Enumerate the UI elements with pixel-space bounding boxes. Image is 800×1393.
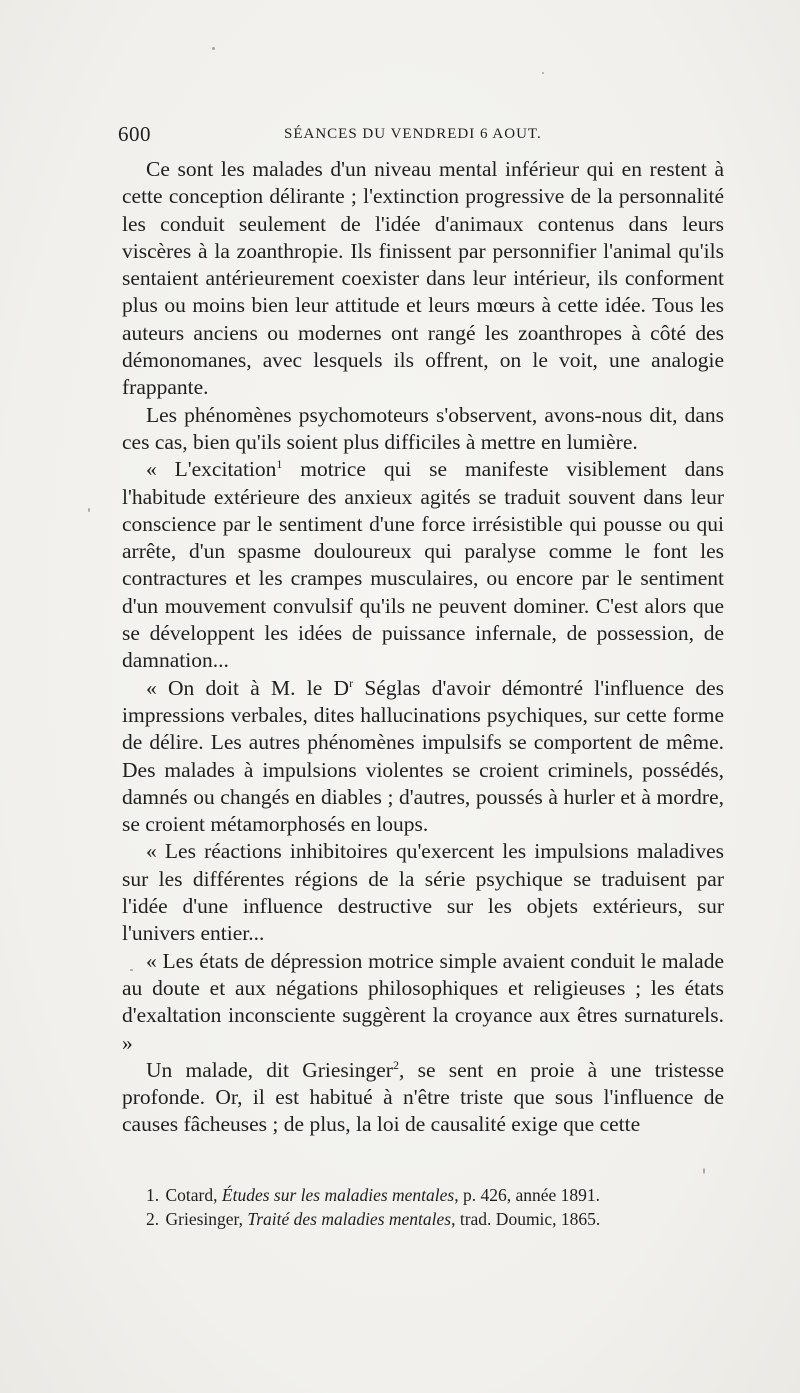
paper-speck [88, 508, 90, 512]
paragraph-3-start: « L'excitation [146, 457, 277, 482]
footnote-1-details: , p. 426, année 1891. [454, 1185, 601, 1205]
paragraph-7-start: Un malade, dit Griesinger [146, 1057, 393, 1082]
paragraph-6: « Les états de dépression motrice simple avaient conduit le malade au doute et aux négations philosophiques et religieuses ; les états d'exaltation inconsciente suggèrent la croyance aux êtres surnaturels. » [122, 948, 724, 1055]
paragraph-1: Ce sont les malades d'un niveau mental inférieur qui en restent à cette conception délirante ; l'extinction progressive de la personnalité les conduit seulement de l'idée d'animaux contenus dans leurs viscères à la zoanthropie. Ils finissent par personnifier l'animal qu'ils sentaient antérieurement coexister dans leur intérieur, ils conforment plus ou moins bien leur attitude et leurs mœurs à cette idée. Tous les auteurs anciens ou modernes ont rangé les zoanthropes à côté des démonomanes, avec lesquels ils offrent, on le voit, une analogie frappante. [122, 157, 724, 400]
footnote-1-title: Études sur les maladies mentales [221, 1185, 455, 1205]
footnote-2-title: Traité des maladies mentales [247, 1209, 452, 1229]
footnote-1 [122, 1183, 724, 1207]
footnote-1-number: 1. [146, 1185, 160, 1205]
footnotes [122, 1183, 724, 1231]
paragraph-5: « Les réactions inhibitoires qu'exercent les impulsions maladives sur les différentes régions de la série psychique se traduisent par l'idée d'une influence destructive sur les objets extérieurs, sur l'univers entier... [122, 839, 724, 946]
body-text [122, 156, 724, 1139]
footnote-2-details: , trad. Doumic, 1865. [451, 1209, 601, 1229]
paper-speck [703, 1168, 705, 1174]
footnote-2 [122, 1207, 724, 1231]
paragraph-4 [122, 675, 724, 839]
paragraph-7 [122, 1057, 724, 1139]
paragraph-7-rest: , se sent en proie à une tristesse profonde. Or, il est habitué à n'être triste que sous l'influence de causes fâcheuses ; de plus, la loi de causalité exige que cette [122, 1057, 724, 1137]
doctor-abbrev-sup: r [349, 675, 354, 690]
paper-speck [130, 969, 133, 971]
page-number: 600 [118, 122, 151, 146]
footnote-ref-2: 2 [392, 1057, 399, 1072]
paper-speck [212, 47, 215, 50]
paragraph-4-rest: Séglas d'avoir démontré l'influence des impressions verbales, dites hallucinations psychiques, sur cette forme de délire. Les autres phénomènes impulsifs se comportent de même. Des malades à impulsions violentes se croient criminels, possédés, damnés ou changés en diables ; d'autres, poussés à hurler et à mordre, se croient métamorphosés en loups. [122, 675, 724, 837]
paragraph-3-rest: motrice qui se manifeste visiblement dans l'habitude extérieure des anxieux agités se traduit souvent dans leur conscience par le sentiment d'une force irrésistible qui pousse ou qui arrête, d'un spasme douloureux qui paralyse comme le font les contractures et les crampes musculaires, ou encore par le sentiment d'un mouvement convulsif qu'ils ne peuvent dominer. C'est alors que se développent les idées de puissance infernale, de possession, de damnation... [122, 457, 724, 673]
paper-speck [542, 72, 544, 74]
footnote-1-author: Cotard, [165, 1185, 222, 1205]
running-title: SÉANCES DU VENDREDI 6 AOUT. [284, 126, 542, 142]
footnote-2-author: Griesinger, [165, 1209, 248, 1229]
footnote-ref-1: 1 [276, 457, 283, 472]
footnote-2-number: 2. [146, 1209, 160, 1229]
paragraph-2: Les phénomènes psychomoteurs s'observent, avons-nous dit, dans ces cas, bien qu'ils soient plus difficiles à mettre en lumière. [122, 402, 724, 454]
running-head [118, 122, 724, 150]
paragraph-3 [122, 456, 724, 674]
paragraph-4-start: « On doit à M. le D [146, 675, 350, 700]
